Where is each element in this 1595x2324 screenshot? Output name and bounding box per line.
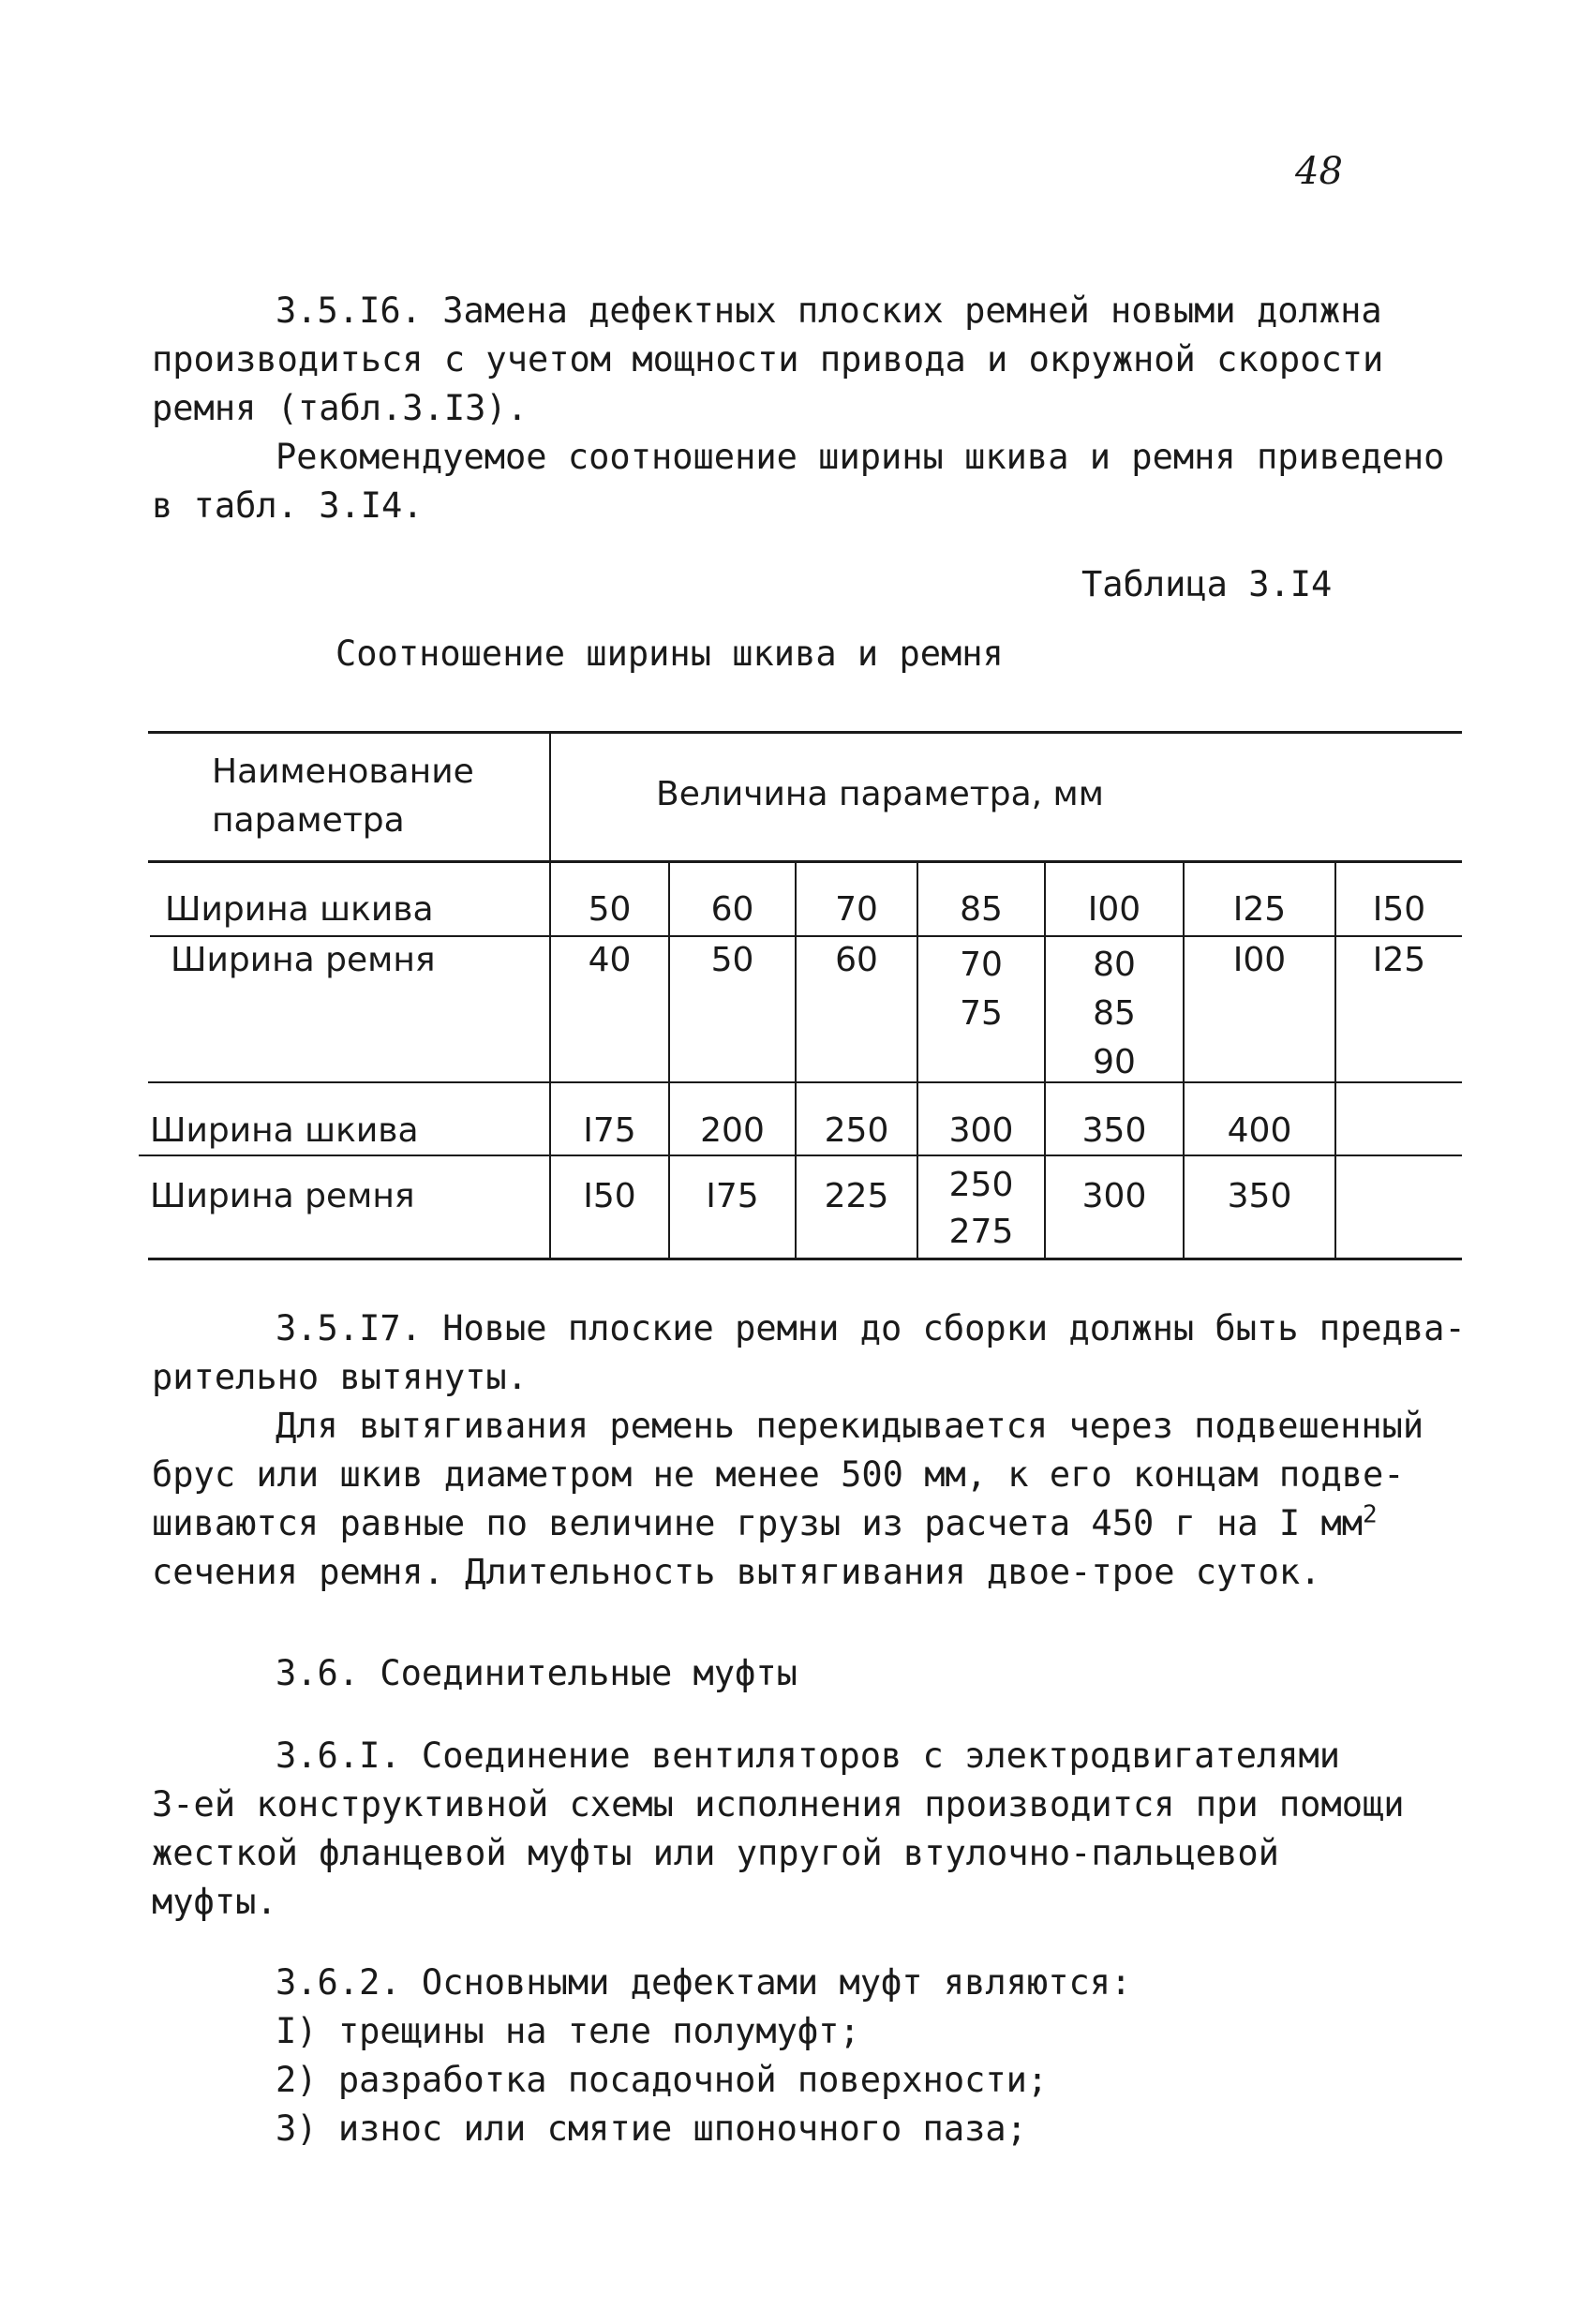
paragraph-3-5-17-line-5 <box>152 1499 1378 1548</box>
table-top-rule <box>148 731 1462 734</box>
cell-r2-c2: 50 <box>710 941 754 979</box>
cell-r4-c6: 350 <box>1227 1177 1292 1215</box>
cell-r2-c4: 70 75 <box>960 946 1003 1033</box>
paragraph-3-5-16-line-1: 3.5.I6. Замена дефектных плоских ремней новыми должна <box>276 290 1382 331</box>
page-number: 48 <box>1295 150 1343 193</box>
table-header-rule <box>148 860 1462 863</box>
cell-r4-c3: 225 <box>824 1177 889 1215</box>
header-value: Величина параметра, мм <box>656 775 1104 813</box>
cell-r1-c1: 50 <box>588 890 632 929</box>
defect-list-item-3: 3) износ или смятие шпоночного паза; <box>276 2108 1027 2149</box>
table-row-rule-1 <box>150 935 1462 937</box>
cell-r2-c7: I25 <box>1372 941 1426 979</box>
cell-r1-c5: I00 <box>1087 890 1141 929</box>
paragraph-3-5-17-line-2: рительно вытянуты. <box>152 1357 528 1397</box>
cell-r1-c2: 60 <box>710 890 754 929</box>
header-param <box>212 748 493 845</box>
cell-r3-c1: I75 <box>583 1111 636 1150</box>
cell-r2-c3: 60 <box>835 941 878 979</box>
header-param-line-1: Наименование <box>212 752 474 791</box>
paragraph-3-6-1-line-4: муфты. <box>152 1882 277 1922</box>
paragraph-3-5-16-line-5: в табл. 3.I4. <box>152 485 424 526</box>
row-label-belt-width-2: Ширина ремня <box>150 1177 415 1215</box>
table-row-rule-2 <box>148 1081 1462 1083</box>
paragraph-3-5-17-line-1: 3.5.I7. Новые плоские ремни до сборки должны быть предва- <box>276 1308 1466 1348</box>
cell-r4-c2: I75 <box>706 1177 759 1215</box>
cell-r4-c5: 300 <box>1081 1177 1147 1215</box>
paragraph-3-6-1-line-2: 3-ей конструктивной схемы исполнения производится при помощи <box>152 1784 1405 1825</box>
paragraph-3-5-17-line-6: сечения ремня. Длительность вытягивания двое-трое суток. <box>152 1552 1321 1592</box>
cell-r3-c4: 300 <box>948 1111 1014 1150</box>
cell-r1-c6: I25 <box>1232 890 1287 929</box>
table-bottom-rule <box>148 1258 1462 1260</box>
cell-r1-c7: I50 <box>1372 890 1426 929</box>
cell-r3-c3: 250 <box>824 1111 889 1150</box>
cell-r4-c1: I50 <box>583 1177 636 1215</box>
paragraph-3-5-17-line-5-text: шиваются равные по величине грузы из расчета 450 г на I мм <box>152 1503 1364 1543</box>
paragraph-3-5-17-line-3: Для вытягивания ремень перекидывается через подвешенный <box>276 1406 1424 1446</box>
cell-r3-c5: 350 <box>1081 1111 1147 1150</box>
paragraph-3-5-16-line-4: Рекомендуемое соотношение ширины шкива и ремня приведено <box>276 437 1445 477</box>
paragraph-3-6-1-line-3: жесткой фланцевой муфты или упругой втулочно-пальцевой <box>152 1833 1279 1873</box>
cell-r3-c6: 400 <box>1227 1111 1292 1150</box>
paragraph-3-5-17-line-4: брус или шкив диаметром не менее 500 мм, к его концам подве- <box>152 1454 1405 1495</box>
header-param-line-2: параметра <box>212 801 405 840</box>
row-label-pulley-width-1: Ширина шкива <box>165 890 434 929</box>
cell-r1-c3: 70 <box>835 890 878 929</box>
cell-r1-c4: 85 <box>960 890 1003 929</box>
paragraph-3-6-1-line-1: 3.6.I. Соединение вентиляторов с электродвигателями <box>276 1736 1341 1776</box>
defect-list-item-2: 2) разработка посадочной поверхности; <box>276 2060 1049 2100</box>
section-heading-3-6: 3.6. Соединительные муфты <box>276 1653 798 1693</box>
cell-r2-c1: 40 <box>588 941 632 979</box>
row-label-pulley-width-2: Ширина шкива <box>150 1111 419 1150</box>
paragraph-3-6-2-line-1: 3.6.2. Основными дефектами муфт являются: <box>276 1962 1132 2003</box>
cell-r3-c2: 200 <box>700 1111 765 1150</box>
cell-r4-c4: 250 275 <box>948 1166 1014 1251</box>
superscript-2: 2 <box>1363 1500 1378 1529</box>
paragraph-3-5-16-line-3: ремня (табл.3.I3). <box>152 388 528 428</box>
defect-list-item-1: I) трещины на теле полумуфт; <box>276 2011 860 2051</box>
paragraph-3-5-16-line-2: производиться с учетом мощности привода и окружной скорости <box>152 339 1384 380</box>
table-title: Соотношение ширины шкива и ремня <box>335 633 1004 674</box>
table-row-rule-3 <box>139 1155 1462 1156</box>
row-label-belt-width-1: Ширина ремня <box>171 941 436 979</box>
cell-r2-c6: I00 <box>1232 941 1287 979</box>
cell-r2-c5: 80 85 90 <box>1093 946 1136 1081</box>
table-label: Таблица 3.I4 <box>1081 564 1333 604</box>
